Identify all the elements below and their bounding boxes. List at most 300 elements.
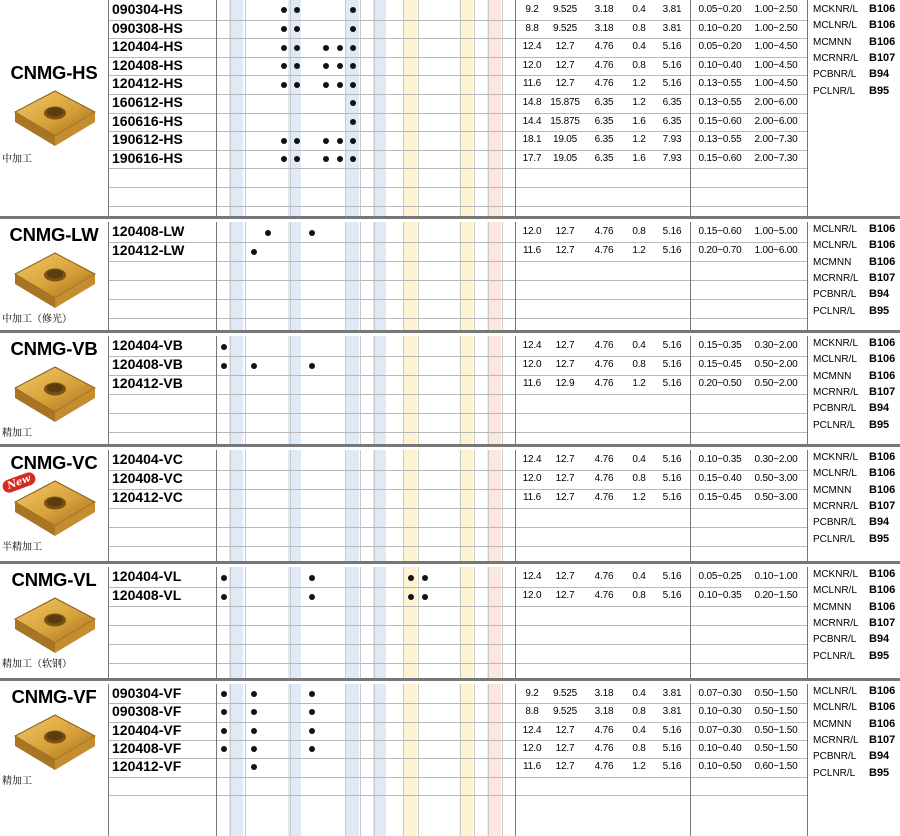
spec-value: 12.7: [555, 571, 575, 582]
holder-page-ref: B95: [869, 766, 890, 779]
grid-line: [345, 222, 346, 330]
column-divider: [216, 222, 217, 330]
grid-line: [403, 222, 404, 330]
grade-recommendation-dot: [281, 26, 287, 32]
spec-value: 0.10~1.00: [754, 571, 798, 582]
column-divider: [108, 450, 109, 561]
grade-recommendation-dot: [221, 575, 227, 581]
grade-recommendation-dot: [350, 138, 356, 144]
spec-value: 0.10~0.40: [698, 742, 742, 754]
spec-value: 0.15~0.60: [698, 152, 742, 164]
insert-group-cnmg-vb: [0, 336, 900, 444]
spec-value: 14.4: [522, 115, 542, 127]
spec-value: 0.15~0.60: [698, 226, 742, 237]
holder-page-ref: B106: [869, 568, 896, 580]
spec-value: 5.16: [662, 78, 682, 90]
row-divider: [108, 356, 807, 357]
spec-value: 0.07~0.30: [698, 688, 742, 699]
holder-name: MCLNR/L: [813, 585, 857, 597]
machining-caption: 精加工: [2, 428, 32, 439]
holder-name: MCKNR/L: [813, 338, 859, 349]
spec-value: 12.7: [555, 340, 575, 351]
grade-column-band: [487, 336, 501, 444]
insert-code: 120408-VF: [112, 739, 182, 756]
spec-value: 19.05: [552, 134, 578, 146]
spec-value: 0.15~0.40: [698, 473, 742, 484]
group-separator: [0, 330, 900, 333]
holder-page-ref: B106: [869, 223, 896, 235]
spec-value: 6.35: [594, 97, 614, 108]
spec-value: 3.81: [662, 688, 682, 699]
spec-value: 6.35: [662, 115, 682, 127]
column-divider: [108, 222, 109, 330]
spec-value: 7.93: [662, 152, 682, 164]
spec-value: 0.50~2.00: [754, 378, 798, 389]
row-divider: [108, 546, 807, 547]
grade-recommendation-dot: [281, 63, 287, 69]
grid-line: [345, 0, 346, 216]
holder-page-ref: B95: [869, 649, 890, 662]
grid-line: [230, 684, 231, 836]
spec-value: 0.20~1.50: [754, 590, 798, 601]
grid-line: [245, 450, 246, 561]
holder-page-ref: B106: [869, 467, 896, 480]
column-divider: [216, 684, 217, 836]
grade-column-band: [487, 450, 501, 561]
insert-code: 160612-HS: [112, 94, 183, 110]
grid-line: [245, 684, 246, 836]
holder-name: PCLNR/L: [813, 419, 856, 431]
spec-value: 0.4: [632, 41, 646, 53]
spec-value: 12.7: [555, 78, 575, 90]
spec-value: 0.50~3.00: [754, 473, 798, 484]
spec-value: 1.2: [632, 134, 646, 146]
row-divider: [108, 299, 807, 300]
spec-value: 0.15~0.60: [698, 115, 742, 127]
spec-value: 0.4: [632, 688, 646, 699]
spec-value: 3.18: [594, 688, 614, 699]
insert-code: 120412-VF: [112, 758, 182, 775]
column-divider: [108, 0, 109, 216]
spec-value: 5.16: [662, 724, 682, 736]
row-divider: [108, 758, 807, 759]
holder-name: MCRNR/L: [813, 617, 859, 629]
grid-line: [374, 567, 375, 678]
spec-value: 0.10~0.35: [698, 454, 742, 465]
grid-line: [290, 0, 291, 216]
holder-page-ref: B106: [869, 685, 896, 697]
row-divider: [108, 606, 807, 607]
spec-value: 1.2: [632, 97, 646, 108]
grade-recommendation-dot: [422, 594, 428, 600]
grade-recommendation-dot: [251, 691, 257, 697]
gold-insert-icon: [12, 364, 98, 426]
column-divider: [690, 450, 691, 561]
spec-value: 1.2: [632, 378, 646, 389]
insert-code: 120412-LW: [112, 242, 185, 258]
spec-value: 4.76: [594, 454, 614, 465]
row-divider: [108, 261, 807, 262]
grid-line: [418, 684, 419, 836]
gold-insert-icon: [12, 88, 98, 150]
grade-column-band: [403, 684, 417, 836]
row-divider: [108, 280, 807, 281]
grid-line: [488, 336, 489, 444]
holder-page-ref: B107: [869, 733, 896, 746]
holder-name: MCKNR/L: [813, 4, 859, 15]
column-divider: [515, 336, 516, 444]
spec-value: 0.30~2.00: [754, 454, 798, 465]
column-divider: [690, 0, 691, 216]
grade-recommendation-dot: [350, 82, 356, 88]
spec-value: 11.6: [523, 492, 541, 503]
grade-column-band: [403, 0, 417, 216]
spec-value: 0.50~2.00: [754, 359, 798, 370]
spec-value: 5.16: [662, 359, 682, 370]
spec-value: 4.76: [594, 742, 614, 754]
insert-code: 120408-VB: [112, 356, 183, 372]
group-title: CNMG-LW: [9, 224, 99, 245]
grade-column-band: [459, 684, 473, 836]
spec-value: 0.8: [632, 742, 646, 754]
grade-recommendation-dot: [221, 344, 227, 350]
spec-value: 4.76: [594, 59, 614, 71]
grade-recommendation-dot: [294, 45, 300, 51]
spec-value: 2.00~7.30: [754, 152, 798, 164]
spec-value: 0.10~0.35: [698, 590, 742, 601]
column-divider: [690, 684, 691, 836]
spec-value: 4.76: [594, 359, 614, 370]
spec-value: 0.8: [632, 22, 646, 34]
spec-value: 12.0: [522, 59, 542, 71]
row-divider: [108, 242, 807, 243]
grade-recommendation-dot: [323, 45, 329, 51]
insert-code: 120404-HS: [112, 38, 183, 55]
grade-recommendation-dot: [221, 728, 227, 734]
holder-page-ref: B94: [869, 68, 890, 81]
gold-insert-icon: [12, 712, 98, 774]
grid-line: [345, 336, 346, 444]
spec-value: 12.7: [555, 473, 575, 484]
spec-value: 1.00~6.00: [754, 245, 798, 256]
column-divider: [807, 567, 808, 678]
spec-value: 1.2: [632, 245, 646, 256]
holder-page-ref: B95: [869, 532, 890, 545]
holder-page-ref: B94: [869, 402, 890, 415]
spec-value: 9.525: [552, 688, 578, 699]
grid-line: [403, 0, 404, 216]
spec-value: 12.7: [555, 41, 575, 53]
spec-value: 0.07~0.30: [698, 724, 742, 736]
spec-value: 0.4: [632, 454, 646, 465]
grid-line: [290, 222, 291, 330]
holder-page-ref: B107: [869, 616, 896, 629]
insert-group-cnmg-lw: [0, 222, 900, 330]
column-divider: [216, 567, 217, 678]
grid-line: [374, 0, 375, 216]
column-divider: [108, 336, 109, 444]
spec-value: 12.7: [555, 761, 575, 773]
grade-recommendation-dot: [309, 363, 315, 369]
spec-value: 1.2: [632, 761, 646, 773]
holder-page-ref: B95: [869, 418, 890, 431]
grade-recommendation-dot: [309, 594, 315, 600]
grid-line: [290, 336, 291, 444]
spec-value: 0.50~1.50: [754, 688, 798, 699]
grade-recommendation-dot: [337, 63, 343, 69]
grid-line: [230, 0, 231, 216]
machining-caption: 半精加工: [2, 542, 42, 553]
insert-code: 160616-HS: [112, 112, 183, 129]
grade-recommendation-dot: [265, 230, 271, 236]
group-title: CNMG-VB: [10, 338, 98, 359]
holder-name: MCLNR/L: [813, 354, 857, 366]
column-divider: [690, 567, 691, 678]
grid-line: [488, 222, 489, 330]
spec-value: 1.00~4.50: [754, 41, 798, 53]
grid-line: [230, 450, 231, 561]
grade-column-band: [459, 336, 473, 444]
spec-value: 4.76: [594, 724, 614, 736]
insert-code: 190616-HS: [112, 149, 183, 166]
holder-page-ref: B106: [869, 3, 896, 15]
grid-line: [360, 567, 361, 678]
spec-value: 12.9: [555, 378, 575, 389]
group-title: CNMG-VF: [11, 686, 97, 707]
spec-value: 11.6: [523, 378, 541, 389]
insert-group-cnmg-vl: [0, 567, 900, 678]
spec-value: 0.10~0.50: [698, 761, 742, 773]
grid-line: [488, 0, 489, 216]
spec-value: 5.16: [662, 571, 682, 582]
holder-page-ref: B107: [869, 271, 896, 284]
row-divider: [108, 20, 807, 21]
grid-line: [374, 222, 375, 330]
grid-line: [460, 450, 461, 561]
row-divider: [108, 703, 807, 704]
holder-name: MCLNR/L: [813, 702, 857, 714]
grid-line: [360, 450, 361, 561]
spec-value: 0.13~0.55: [698, 78, 742, 90]
spec-value: 0.8: [632, 359, 646, 370]
spec-value: 3.81: [662, 4, 682, 15]
grid-line: [460, 0, 461, 216]
grade-recommendation-dot: [309, 230, 315, 236]
grid-line: [418, 336, 419, 444]
holder-name: PCLNR/L: [813, 533, 856, 545]
spec-value: 3.18: [594, 4, 614, 15]
grade-recommendation-dot: [294, 138, 300, 144]
machining-caption: 精加工: [2, 776, 32, 787]
grid-line: [403, 684, 404, 836]
row-divider: [108, 508, 807, 509]
spec-value: 5.16: [662, 454, 682, 465]
row-divider: [108, 432, 807, 433]
holder-name: MCRNR/L: [813, 272, 859, 284]
group-title: CNMG-VL: [11, 569, 97, 590]
holder-page-ref: B106: [869, 337, 896, 349]
row-divider: [108, 795, 807, 796]
spec-value: 0.13~0.55: [698, 134, 742, 146]
spec-value: 5.16: [662, 761, 682, 773]
grid-line: [230, 567, 231, 678]
row-divider: [108, 413, 807, 414]
holder-name: PCLNR/L: [813, 85, 856, 97]
holder-name: MCKNR/L: [813, 452, 859, 463]
grade-column-band: [229, 222, 243, 330]
holder-page-ref: B94: [869, 288, 890, 301]
spec-value: 1.6: [632, 115, 646, 127]
row-divider: [108, 38, 807, 39]
insert-code: 120404-VB: [112, 337, 183, 353]
grid-line: [230, 222, 231, 330]
spec-value: 0.05~0.25: [698, 571, 742, 582]
grid-line: [245, 0, 246, 216]
spec-value: 0.50~1.50: [754, 742, 798, 754]
spec-value: 4.76: [594, 761, 614, 773]
spec-value: 3.81: [662, 22, 682, 34]
insert-code: 120412-HS: [112, 75, 183, 92]
holder-name: PCLNR/L: [813, 767, 856, 779]
spec-value: 1.00~2.50: [754, 4, 798, 15]
grid-line: [460, 567, 461, 678]
spec-value: 5.16: [662, 742, 682, 754]
holder-page-ref: B94: [869, 516, 890, 529]
grid-line: [418, 450, 419, 561]
spec-value: 5.16: [662, 492, 682, 503]
grid-line: [290, 684, 291, 836]
grid-line: [474, 336, 475, 444]
grid-line: [245, 222, 246, 330]
spec-value: 15.875: [550, 97, 580, 108]
row-divider: [108, 470, 807, 471]
grid-line: [488, 450, 489, 561]
grid-line: [418, 222, 419, 330]
spec-value: 2.00~6.00: [754, 115, 798, 127]
spec-value: 5.16: [662, 245, 682, 256]
grade-recommendation-dot: [337, 45, 343, 51]
holder-page-ref: B106: [869, 600, 896, 613]
spec-value: 12.7: [555, 359, 575, 370]
holder-page-ref: B106: [869, 239, 896, 252]
holder-page-ref: B107: [869, 385, 896, 398]
grade-recommendation-dot: [281, 82, 287, 88]
spec-value: 4.76: [594, 571, 614, 582]
grade-column-band: [403, 336, 417, 444]
holder-name: PCLNR/L: [813, 305, 856, 317]
grade-recommendation-dot: [221, 746, 227, 752]
spec-value: 3.18: [594, 22, 614, 34]
row-divider: [108, 375, 807, 376]
grade-column-band: [229, 336, 243, 444]
grade-column-band: [459, 450, 473, 561]
row-divider: [108, 394, 807, 395]
holder-name: MCLNR/L: [813, 240, 857, 252]
column-divider: [515, 450, 516, 561]
grade-recommendation-dot: [323, 156, 329, 162]
spec-value: 0.8: [632, 59, 646, 71]
row-divider: [108, 94, 807, 95]
insert-code: 120408-VC: [112, 470, 183, 486]
spec-value: 1.2: [632, 492, 646, 503]
grade-recommendation-dot: [337, 156, 343, 162]
insert-code: 120408-LW: [112, 223, 185, 239]
new-badge: New: [1, 471, 38, 495]
column-divider: [807, 684, 808, 836]
row-divider: [108, 489, 807, 490]
spec-value: 3.81: [662, 706, 682, 718]
spec-value: 9.525: [552, 22, 578, 34]
spec-value: 12.7: [555, 492, 575, 503]
grid-line: [345, 684, 346, 836]
grade-recommendation-dot: [251, 709, 257, 715]
spec-value: 18.1: [522, 134, 542, 146]
grade-column-band: [487, 684, 501, 836]
column-divider: [515, 222, 516, 330]
grid-line: [403, 336, 404, 444]
grade-recommendation-dot: [422, 575, 428, 581]
group-separator: [0, 678, 900, 681]
column-divider: [807, 222, 808, 330]
spec-value: 4.76: [594, 378, 614, 389]
row-divider: [108, 187, 807, 188]
spec-value: 9.2: [525, 4, 539, 15]
spec-value: 0.15~0.35: [698, 340, 742, 351]
spec-value: 12.7: [555, 724, 575, 736]
row-divider: [108, 587, 807, 588]
grade-recommendation-dot: [251, 746, 257, 752]
column-divider: [216, 450, 217, 561]
spec-value: 0.4: [632, 340, 646, 351]
grid-line: [245, 567, 246, 678]
holder-name: PCBNR/L: [813, 403, 857, 415]
holder-page-ref: B107: [869, 499, 896, 512]
grade-recommendation-dot: [281, 45, 287, 51]
grade-recommendation-dot: [350, 26, 356, 32]
grid-line: [502, 336, 503, 444]
group-separator: [0, 561, 900, 564]
holder-page-ref: B95: [869, 304, 890, 317]
grid-line: [360, 222, 361, 330]
spec-value: 5.16: [662, 473, 682, 484]
holder-page-ref: B106: [869, 483, 896, 496]
grid-line: [345, 450, 346, 561]
insert-code: 190612-HS: [112, 131, 183, 148]
spec-value: 0.50~3.00: [754, 492, 798, 503]
spec-value: 12.0: [522, 590, 542, 601]
spec-value: 5.16: [662, 340, 682, 351]
insert-code: 090304-HS: [112, 1, 183, 17]
grade-recommendation-dot: [294, 26, 300, 32]
grid-line: [502, 450, 503, 561]
holder-page-ref: B106: [869, 369, 896, 382]
insert-code: 120404-VF: [112, 721, 182, 738]
holder-page-ref: B94: [869, 633, 890, 646]
spec-value: 12.7: [555, 245, 575, 256]
spec-value: 0.10~0.30: [698, 706, 742, 718]
spec-value: 19.05: [552, 152, 578, 164]
group-separator: [0, 216, 900, 219]
grade-recommendation-dot: [408, 594, 414, 600]
grade-recommendation-dot: [281, 7, 287, 13]
spec-value: 0.8: [632, 473, 646, 484]
grid-line: [474, 684, 475, 836]
holder-name: PCBNR/L: [813, 289, 857, 301]
spec-value: 5.16: [662, 226, 682, 237]
grade-column-band: [345, 0, 359, 216]
grid-line: [502, 684, 503, 836]
spec-value: 12.4: [522, 454, 542, 465]
